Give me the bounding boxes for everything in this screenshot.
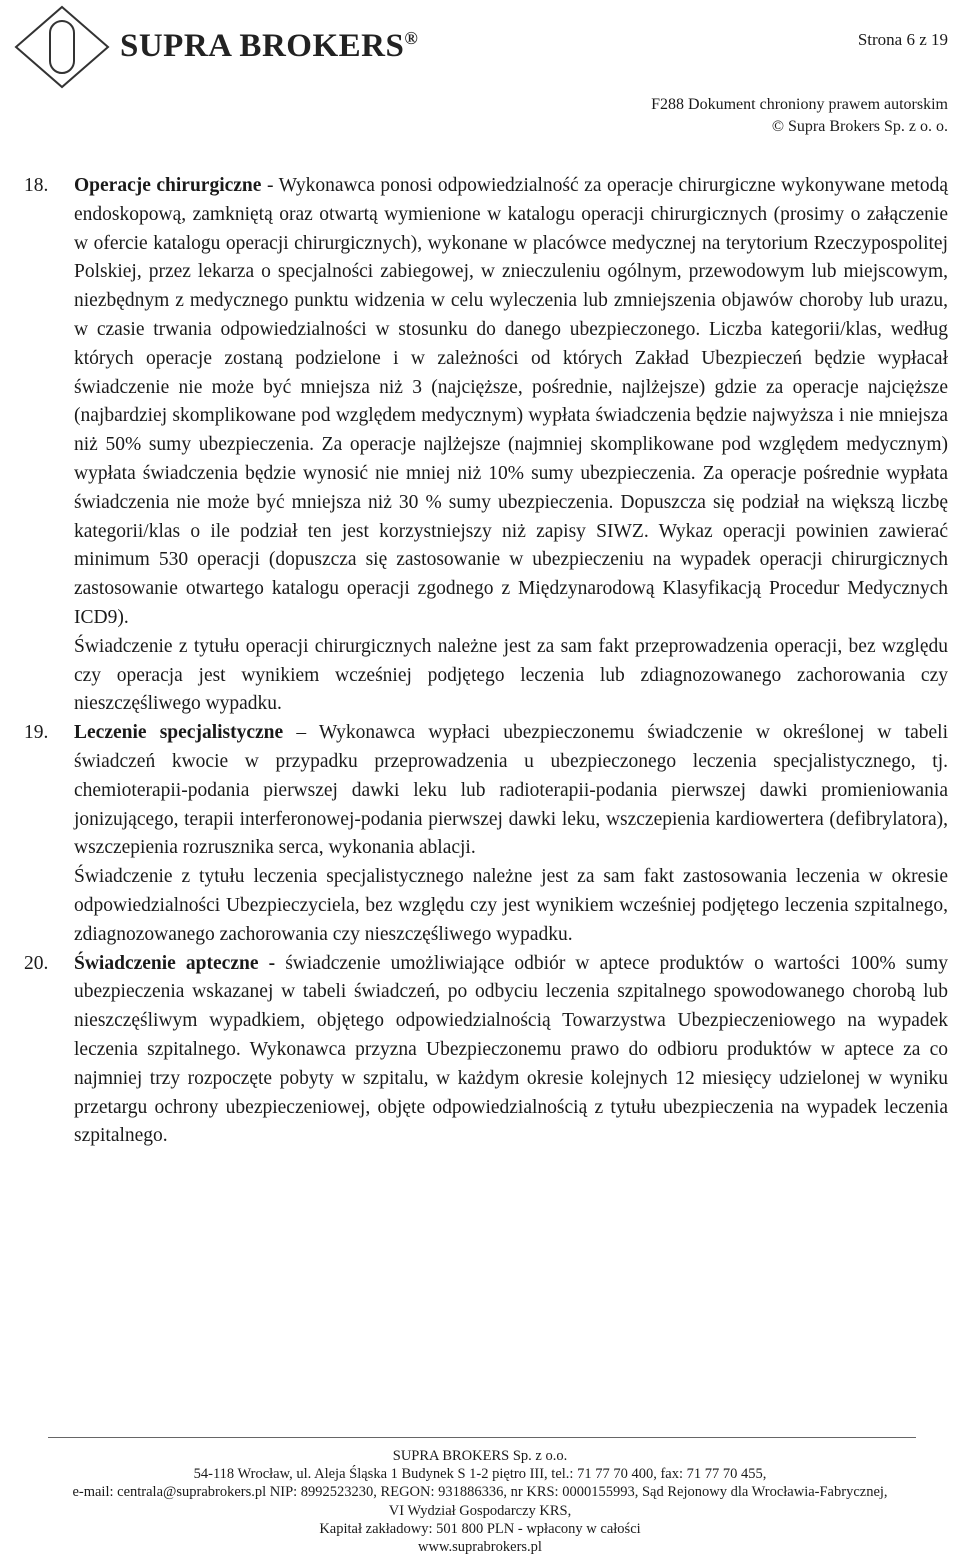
page-footer <box>0 1447 960 1556</box>
brand-name: SUPRA BROKERS® <box>120 28 419 64</box>
item-extra-paragraph: Świadczenie z tytułu leczenia specjalistycznego należne jest za sam fakt zastosowania leczenia w okresie odpowiedzialności Ubezpieczyciela, bez względu czy jest wynikiem wcześniej podjętego leczenia szpitalnego, zdiagnozowanego zachorowania czy nieszczęśliwego wypadku. <box>74 866 948 945</box>
document-body <box>24 172 948 1151</box>
item-extra-paragraph: Świadczenie z tytułu operacji chirurgicznych należne jest za sam fakt przeprowadzenia operacji, bez względu czy operacja jest wynikiem wcześniej podjętego leczenia lub zdiagnozowanego zachorowania czy nieszczęśliwego wypadku. <box>74 635 948 715</box>
footer-registry: e-mail: centrala@suprabrokers.pl NIP: 8992523230, REGON: 931886336, nr KRS: 0000155993, Sąd Rejonowy dla Wrocławia-Fabrycznej, <box>72 1484 888 1501</box>
item-number: 18. <box>24 175 49 196</box>
item-paragraph <box>74 719 948 863</box>
item-number: 20. <box>24 952 49 974</box>
footer-capital: Kapitał zakładowy: 501 800 PLN - wpłacony w całości <box>319 1520 641 1537</box>
list-item-20 <box>24 950 948 1152</box>
item-text: - Wykonawca ponosi odpowiedzialność za operacje chirurgiczne wykonywane metodą endoskopową, zamkniętą oraz otwartą wymienione w katalogu operacji chirurgicznych (prosimy o załączenie w ofercie katalogu operacji chirurgicznych), wykonane w placówce medycznej na terytorium Rzeczypospolitej Polskiej, przez lekarza o specjalności zabiegowej, w znieczuleniu ogólnym, przewodowym lub miejscowym, niezbędnym z medycznego punktu widzenia w celu wyleczenia lub zmniejszenia objawów choroby lub urazu, w czasie trwania odpowiedzialności w stosunku do danego ubezpieczonego. Liczba kategorii/klas, według których operacje zostaną podzielone i w zależności od których Zakład Ubezpieczeń będzie wypłacał świadczenie nie może być mniejsza niż 3 (najcięższe, pośrednie, najlżejsze) gdzie za operacje najcięższe (najbardziej skomplikowane pod względem medycznym) wypłata świadczenia będzie najwyższa i nie mniejsza niż 50% sumy ubezpieczenia. Za operacje najlżejsze (najmniej skomplikowane pod względem medycznym) wypłata świadczenia będzie wynosić nie mniej niż 10% sumy ubezpieczenia. Za operacje pośrednie wypłata świadczenia nie może być mniejsza niż 30 % sumy ubezpieczenia. Dopuszcza się podział na większą liczbę kategorii/klas o ile podział ten jest korzystniejszy niż zapisy SIWZ. Wykaz operacji powinien zawierać minimum 530 operacji (dopuszcza się zastosowanie w ubezpieczeniu na wypadek operacji chirurgicznych zastosowanie otwartego katalogu operacji zgodnego z Międzynarodową Klasyfikacją Procedur Medycznych ICD9). <box>74 175 948 628</box>
footer-divider <box>48 1437 916 1438</box>
item-body <box>74 719 948 949</box>
footer-court: VI Wydział Gospodarczy KRS, <box>388 1502 572 1519</box>
item-term: Świadczenie apteczne - <box>74 952 276 974</box>
item-text: – Wykonawca wypłaci ubezpieczonemu świadczenie w określonej w tabeli świadczeń kwocie w przypadku przeprowadzenia u ubezpieczonego leczenia specjalistycznego, tj. chemioterapii-podania pierwszej dawki leku lub radioterapii-podania pierwszej dawki promieniowania jonizującego, terapii interferonowej-podania pierwszej dawki leku, wszczepienia kardiowertera (defibrylatora), wszczepienia rozrusznika serca, wykonania ablacji. <box>74 722 948 859</box>
item-term: Leczenie specjalistyczne <box>74 722 284 744</box>
list-item-19 <box>24 719 948 949</box>
item-term: Operacje chirurgiczne <box>74 175 262 196</box>
registered-mark: ® <box>404 28 419 48</box>
list-item-18 <box>24 172 948 719</box>
item-paragraph <box>74 172 948 633</box>
footer-company: SUPRA BROKERS Sp. z o.o. <box>392 1448 568 1464</box>
footer-website: www.suprabrokers.pl <box>418 1539 542 1556</box>
page-number: Strona 6 z 19 <box>857 30 948 49</box>
company-logo <box>12 4 452 90</box>
logo-diamond-icon <box>12 4 112 90</box>
document-notice: F288 Dokument chroniony prawem autorskim <box>651 96 948 113</box>
item-body <box>74 950 948 1152</box>
page-header <box>0 0 960 160</box>
item-paragraph <box>74 950 948 1152</box>
item-text: świadczenie umożliwiające odbiór w aptece produktów o wartości 100% sumy ubezpieczenia wskazanej w tabeli świadczeń, po odbyciu leczenia szpitalnego spowodowanego chorobą lub nieszczęśliwym wypadkiem, objętego odpowiedzialnością Towarzystwa Ubezpieczeniowego na wypadek leczenia szpitalnego. Wykonawca przyzna Ubezpieczonemu prawo do odbioru produktów w aptece za co najmniej trzy rozpoczęte pobyty w szpitalu, w każdym okresie kolejnych 12 miesięcy udzielonej w wyniku przetargu ochrony ubezpieczeniowej, objęte odpowiedzialnością z tytułu ubezpieczenia na wypadek leczenia szpitalnego. <box>74 952 948 1147</box>
item-number: 19. <box>24 722 49 744</box>
copyright-notice: © Supra Brokers Sp. z o. o. <box>771 118 948 135</box>
item-body <box>74 172 948 719</box>
footer-address: 54-118 Wrocław, ul. Aleja Śląska 1 Budynek S 1-2 piętro III, tel.: 71 77 70 400, fax: 71 77 70 455, <box>193 1466 767 1483</box>
